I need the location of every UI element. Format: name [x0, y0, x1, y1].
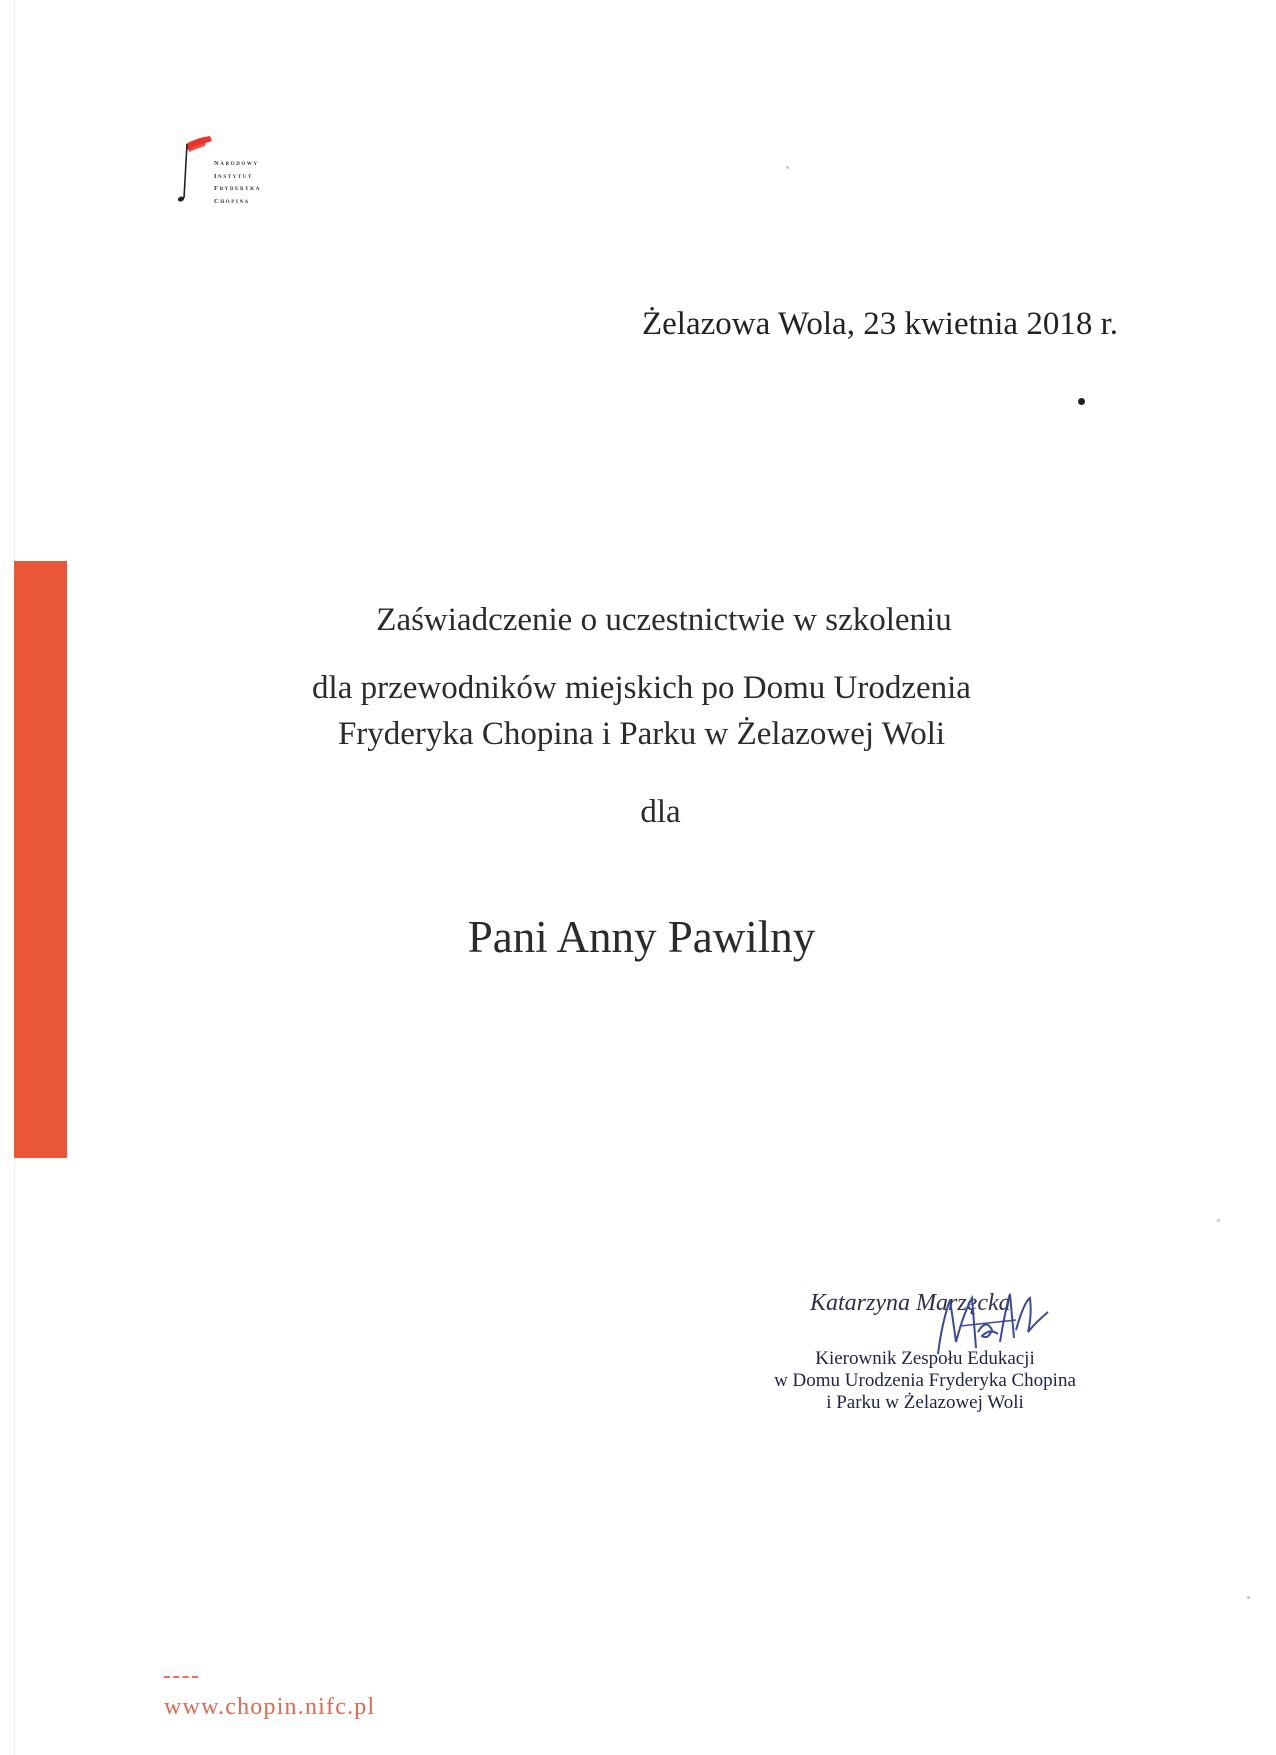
recipient-name: Pani Anny Pawilny [467, 912, 816, 962]
logo-line: Narodowy [214, 160, 259, 167]
role-line-2: w Domu Urodzenia Fryderyka Chopina [774, 1370, 1076, 1391]
certificate-subtitle-line-2: Fryderyka Chopina i Parku w Żelazowej Woli [337, 716, 946, 752]
logo-wordmark [214, 158, 261, 208]
red-side-bar [14, 561, 67, 1158]
footer-divider [164, 1676, 198, 1678]
scan-speck [1217, 1219, 1220, 1222]
role-line-1: Kierownik Zespołu Edukacji [815, 1348, 1035, 1369]
nifc-logo-icon [176, 132, 216, 212]
certificate-subtitle-line-1: dla przewodników miejskich po Domu Urodzenia [312, 670, 971, 706]
role-line-3: i Parku w Żelazowej Woli [826, 1392, 1024, 1413]
scan-speck [786, 166, 789, 169]
issue-date: Żelazowa Wola, 23 kwietnia 2018 r. [641, 306, 1118, 342]
ink-dot [1078, 398, 1085, 405]
logo-line: Fryderyka [214, 185, 261, 192]
logo-line: Instytut [214, 172, 253, 180]
signatory-role [740, 1348, 1110, 1414]
institute-logo [176, 132, 306, 242]
certificate-title: Zaświadczenie o uczestnictwie w szkoleniu [376, 602, 952, 638]
footer-website-link[interactable]: www.chopin.nifc.pl [164, 1694, 376, 1720]
signatory-name: Katarzyna Marzęcka [810, 1290, 1011, 1316]
for-label: dla [640, 794, 681, 830]
logo-line: Chopina [214, 197, 250, 205]
scan-speck [1247, 1596, 1250, 1599]
